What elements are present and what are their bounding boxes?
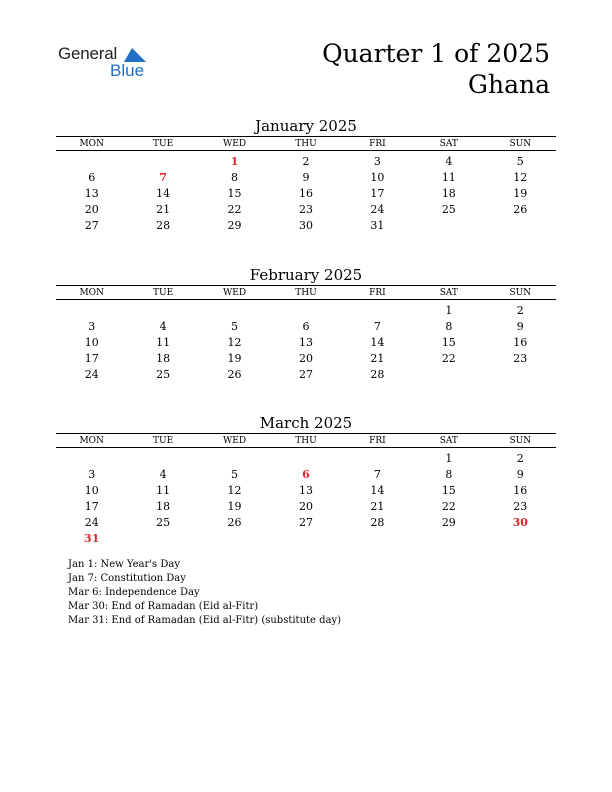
day-cell: 6	[88, 170, 96, 184]
weekday-header: FRI	[342, 137, 413, 151]
day-cell	[199, 302, 270, 318]
day-cell: 25	[441, 202, 456, 216]
day-cell: 4	[159, 319, 167, 333]
day-cell: 26	[227, 367, 242, 381]
weekday-header: THU	[270, 286, 341, 300]
weekday-header: SUN	[485, 434, 556, 448]
holiday-note: Mar 30: End of Ramadan (Eid al-Fitr)	[68, 601, 259, 612]
weekday-header: MON	[56, 137, 127, 151]
day-cell	[127, 153, 198, 169]
day-cell: 31	[84, 531, 100, 545]
month-calendar	[56, 413, 556, 546]
day-cell: 20	[298, 351, 313, 365]
day-cell: 28	[370, 515, 385, 529]
day-cell: 10	[84, 335, 99, 349]
day-cell: 25	[156, 367, 171, 381]
day-cell	[127, 530, 198, 546]
day-cell	[485, 530, 556, 546]
day-cell	[199, 450, 270, 466]
day-cell: 11	[441, 170, 456, 184]
day-cell	[127, 302, 198, 318]
day-cell: 14	[156, 186, 171, 200]
day-cell: 26	[513, 202, 528, 216]
day-cell: 2	[516, 303, 524, 317]
day-cell: 27	[298, 515, 313, 529]
day-cell: 11	[156, 335, 171, 349]
weekday-header: FRI	[342, 286, 413, 300]
month-calendar	[56, 265, 556, 382]
day-cell: 6	[302, 319, 310, 333]
week-row	[56, 466, 556, 482]
week-row	[56, 334, 556, 350]
week-row	[56, 482, 556, 498]
day-cell	[56, 450, 127, 466]
day-cell: 2	[302, 154, 310, 168]
day-cell	[413, 366, 484, 382]
holiday-notes	[68, 558, 341, 628]
holiday-note: Mar 31: End of Ramadan (Eid al-Fitr) (substitute day)	[68, 615, 342, 626]
logo-word-blue: Blue	[110, 61, 145, 80]
month-title: March 2025	[259, 414, 353, 432]
week-row	[56, 530, 556, 546]
week-row	[56, 153, 556, 169]
day-cell	[342, 450, 413, 466]
day-cell: 17	[84, 351, 99, 365]
day-cell: 12	[513, 170, 528, 184]
month-title: February 2025	[249, 266, 363, 284]
day-cell	[342, 302, 413, 318]
month-grid	[56, 136, 556, 233]
weekday-header: SAT	[413, 137, 484, 151]
day-cell: 6	[302, 467, 310, 481]
day-cell: 2	[516, 451, 524, 465]
week-row	[56, 302, 556, 318]
weekday-header: WED	[199, 286, 270, 300]
day-cell	[342, 530, 413, 546]
day-cell: 9	[302, 170, 310, 184]
day-cell: 3	[373, 154, 381, 168]
page-title	[322, 38, 550, 100]
day-cell: 9	[516, 467, 524, 481]
month-title: January 2025	[255, 117, 357, 135]
week-row	[56, 217, 556, 233]
weekday-header: FRI	[342, 434, 413, 448]
day-cell: 4	[159, 467, 167, 481]
day-cell: 25	[156, 515, 171, 529]
weekday-header: THU	[270, 434, 341, 448]
weekday-header: MON	[56, 434, 127, 448]
holiday-note: Jan 1: New Year's Day	[68, 559, 180, 570]
day-cell: 5	[231, 319, 239, 333]
day-cell	[127, 450, 198, 466]
day-cell: 24	[370, 202, 385, 216]
day-cell: 15	[441, 335, 456, 349]
weekday-header: TUE	[127, 137, 198, 151]
day-cell	[485, 366, 556, 382]
week-row	[56, 201, 556, 217]
title-quarter: Quarter 1 of 2025	[322, 39, 550, 68]
day-cell: 19	[227, 499, 242, 513]
title-country: Ghana	[468, 70, 550, 99]
week-row	[56, 450, 556, 466]
day-cell: 12	[227, 335, 242, 349]
day-cell	[56, 153, 127, 169]
month-grid	[56, 433, 556, 546]
day-cell: 14	[370, 483, 385, 497]
day-cell: 13	[298, 483, 313, 497]
day-cell: 28	[370, 367, 385, 381]
weekday-header: WED	[199, 137, 270, 151]
day-cell: 10	[370, 170, 385, 184]
day-cell: 22	[227, 202, 242, 216]
generalblue-logo	[58, 44, 158, 80]
day-cell: 20	[298, 499, 313, 513]
day-cell: 23	[298, 202, 313, 216]
day-cell: 17	[370, 186, 385, 200]
day-cell: 5	[231, 467, 239, 481]
month-calendar	[56, 116, 556, 233]
day-cell: 18	[156, 499, 171, 513]
day-cell: 29	[227, 218, 242, 232]
day-cell: 23	[513, 351, 528, 365]
day-cell: 18	[441, 186, 456, 200]
day-cell: 7	[373, 319, 381, 333]
day-cell: 3	[88, 467, 96, 481]
day-cell: 4	[445, 154, 453, 168]
day-cell: 8	[445, 467, 453, 481]
day-cell: 23	[513, 499, 528, 513]
day-cell	[56, 302, 127, 318]
weekday-header: SUN	[485, 137, 556, 151]
day-cell	[199, 530, 270, 546]
day-cell: 19	[513, 186, 528, 200]
week-row	[56, 185, 556, 201]
week-row	[56, 350, 556, 366]
day-cell: 7	[373, 467, 381, 481]
week-row	[56, 366, 556, 382]
day-cell: 21	[370, 499, 385, 513]
day-cell: 26	[227, 515, 242, 529]
day-cell	[270, 530, 341, 546]
month-grid	[56, 285, 556, 382]
day-cell: 16	[513, 483, 528, 497]
day-cell: 30	[512, 515, 528, 529]
day-cell: 17	[84, 499, 99, 513]
day-cell: 13	[84, 186, 99, 200]
day-cell: 12	[227, 483, 242, 497]
day-cell: 1	[445, 451, 453, 465]
day-cell: 24	[84, 515, 99, 529]
day-cell: 22	[441, 351, 456, 365]
day-cell: 20	[84, 202, 99, 216]
weekday-header: TUE	[127, 434, 198, 448]
day-cell	[270, 302, 341, 318]
holiday-note: Jan 7: Constitution Day	[68, 573, 186, 584]
day-cell: 15	[441, 483, 456, 497]
day-cell	[485, 217, 556, 233]
logo-triangle-icon	[124, 48, 146, 62]
day-cell: 29	[441, 515, 456, 529]
day-cell: 1	[230, 154, 239, 168]
week-row	[56, 514, 556, 530]
day-cell	[413, 530, 484, 546]
day-cell: 7	[159, 170, 167, 184]
day-cell	[413, 217, 484, 233]
day-cell: 15	[227, 186, 242, 200]
day-cell: 13	[298, 335, 313, 349]
day-cell: 9	[516, 319, 524, 333]
day-cell: 19	[227, 351, 242, 365]
day-cell: 27	[84, 218, 99, 232]
week-row	[56, 169, 556, 185]
day-cell: 24	[84, 367, 99, 381]
day-cell: 3	[88, 319, 96, 333]
day-cell: 16	[513, 335, 528, 349]
day-cell: 11	[156, 483, 171, 497]
day-cell: 21	[156, 202, 171, 216]
weekday-header: WED	[199, 434, 270, 448]
weekday-header: SUN	[485, 286, 556, 300]
week-row	[56, 318, 556, 334]
weekday-header: THU	[270, 137, 341, 151]
day-cell: 14	[370, 335, 385, 349]
day-cell: 28	[156, 218, 171, 232]
day-cell: 18	[156, 351, 171, 365]
day-cell: 21	[370, 351, 385, 365]
day-cell: 10	[84, 483, 99, 497]
weekday-header: MON	[56, 286, 127, 300]
day-cell: 22	[441, 499, 456, 513]
day-cell: 31	[370, 218, 385, 232]
day-cell: 30	[298, 218, 313, 232]
weekday-header: SAT	[413, 286, 484, 300]
day-cell: 5	[516, 154, 524, 168]
holiday-note: Mar 6: Independence Day	[68, 587, 200, 598]
weekday-header: SAT	[413, 434, 484, 448]
day-cell: 27	[298, 367, 313, 381]
day-cell: 16	[298, 186, 313, 200]
day-cell: 8	[445, 319, 453, 333]
week-row	[56, 498, 556, 514]
day-cell: 1	[445, 303, 453, 317]
logo-word-general: General	[58, 44, 118, 63]
day-cell: 8	[231, 170, 239, 184]
day-cell	[270, 450, 341, 466]
weekday-header: TUE	[127, 286, 198, 300]
